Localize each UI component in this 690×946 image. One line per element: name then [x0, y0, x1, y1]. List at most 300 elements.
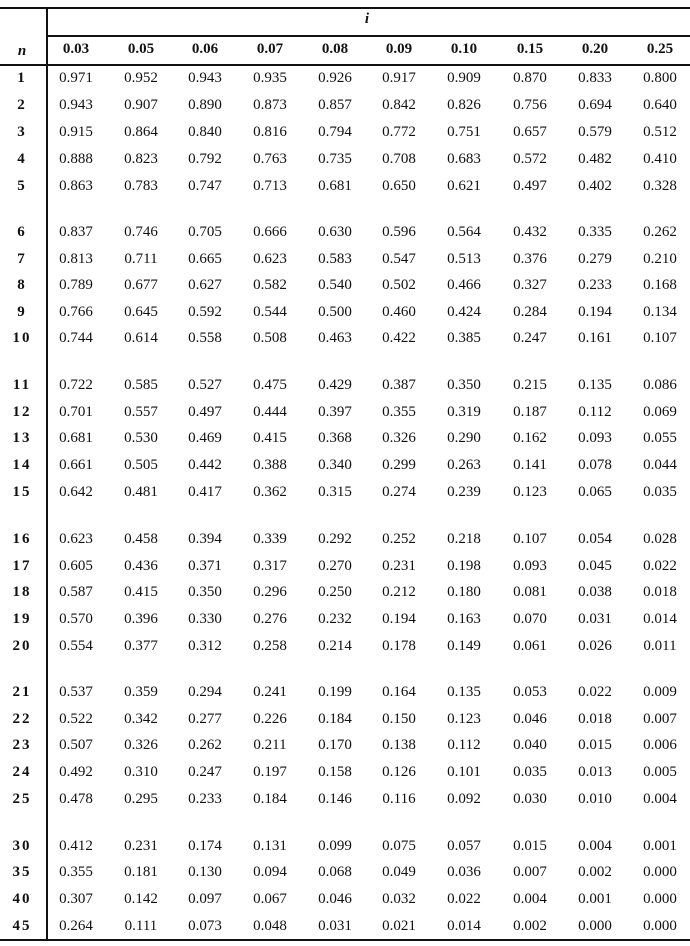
table-cell: 0.116	[382, 791, 416, 807]
table-cell: 0.004	[578, 838, 612, 854]
table-cell: 0.661	[59, 457, 93, 473]
table-cell: 0.800	[643, 70, 677, 86]
table-cell: 0.650	[382, 178, 416, 194]
table-cell: 0.264	[59, 918, 93, 934]
table-cell: 0.284	[513, 304, 547, 320]
table-cell: 0.142	[124, 891, 158, 907]
table-cell: 0.890	[188, 97, 222, 113]
table-cell: 0.035	[643, 484, 677, 500]
table-cell: 0.747	[188, 178, 222, 194]
table-cell: 0.935	[253, 70, 287, 86]
table-cell: 0.429	[318, 377, 352, 393]
table-cell: 0.614	[124, 330, 158, 346]
period-label: 21	[12, 684, 32, 700]
period-label: 3	[17, 124, 27, 140]
table-cell: 0.294	[188, 684, 222, 700]
table-cell: 0.218	[447, 531, 481, 547]
period-label: 45	[12, 918, 32, 934]
table-cell: 0.274	[382, 484, 416, 500]
top-rule	[0, 7, 690, 9]
table-cell: 0.061	[513, 638, 547, 654]
table-cell: 0.134	[643, 304, 677, 320]
table-cell: 0.826	[447, 97, 481, 113]
table-cell: 0.466	[447, 277, 481, 293]
table-cell: 0.138	[382, 737, 416, 753]
period-label: 8	[17, 277, 27, 293]
table-cell: 0.683	[447, 151, 481, 167]
table-cell: 0.864	[124, 124, 158, 140]
table-cell: 0.339	[253, 531, 287, 547]
rate-header-cell: 0.05	[127, 41, 155, 57]
period-label: 1	[17, 70, 27, 86]
table-cell: 0.075	[382, 838, 416, 854]
period-label: 24	[12, 764, 32, 780]
table-cell: 0.482	[578, 151, 612, 167]
table-cell: 0.681	[59, 430, 93, 446]
table-cell: 0.627	[188, 277, 222, 293]
table-cell: 0.412	[59, 838, 93, 854]
table-cell: 0.048	[253, 918, 287, 934]
table-cell: 0.000	[578, 918, 612, 934]
table-cell: 0.558	[188, 330, 222, 346]
table-cell: 0.527	[188, 377, 222, 393]
table-cell: 0.015	[513, 838, 547, 854]
table-cell: 0.097	[188, 891, 222, 907]
table-cell: 0.537	[59, 684, 93, 700]
table-cell: 0.093	[578, 430, 612, 446]
table-cell: 0.481	[124, 484, 158, 500]
table-cell: 0.444	[253, 404, 287, 420]
table-cell: 0.146	[318, 791, 352, 807]
table-cell: 0.873	[253, 97, 287, 113]
period-label: 22	[12, 711, 32, 727]
table-cell: 0.168	[643, 277, 677, 293]
table-cell: 0.402	[578, 178, 612, 194]
period-label: 15	[12, 484, 32, 500]
table-cell: 0.926	[318, 70, 352, 86]
table-cell: 0.665	[188, 251, 222, 267]
table-cell: 0.194	[578, 304, 612, 320]
table-cell: 0.943	[188, 70, 222, 86]
table-cell: 0.049	[382, 864, 416, 880]
period-label: 10	[12, 330, 32, 346]
table-cell: 0.792	[188, 151, 222, 167]
table-cell: 0.045	[578, 558, 612, 574]
table-cell: 0.247	[188, 764, 222, 780]
table-cell: 0.410	[643, 151, 677, 167]
table-cell: 0.492	[59, 764, 93, 780]
table-cell: 0.645	[124, 304, 158, 320]
table-cell: 0.943	[59, 97, 93, 113]
table-cell: 0.295	[124, 791, 158, 807]
table-cell: 0.326	[124, 737, 158, 753]
table-cell: 0.000	[643, 891, 677, 907]
table-cell: 0.014	[447, 918, 481, 934]
table-cell: 0.388	[253, 457, 287, 473]
period-label: 25	[12, 791, 32, 807]
table-cell: 0.756	[513, 97, 547, 113]
table-cell: 0.174	[188, 838, 222, 854]
table-cell: 0.705	[188, 224, 222, 240]
period-label: 20	[12, 638, 32, 654]
table-cell: 0.582	[253, 277, 287, 293]
table-cell: 0.842	[382, 97, 416, 113]
table-cell: 0.863	[59, 178, 93, 194]
table-cell: 0.252	[382, 531, 416, 547]
table-cell: 0.772	[382, 124, 416, 140]
table-cell: 0.763	[253, 151, 287, 167]
table-cell: 0.215	[513, 377, 547, 393]
table-cell: 0.270	[318, 558, 352, 574]
table-cell: 0.044	[643, 457, 677, 473]
table-cell: 0.540	[318, 277, 352, 293]
table-cell: 0.583	[318, 251, 352, 267]
table-cell: 0.014	[643, 611, 677, 627]
table-cell: 0.564	[447, 224, 481, 240]
table-cell: 0.022	[643, 558, 677, 574]
table-cell: 0.031	[318, 918, 352, 934]
table-cell: 0.677	[124, 277, 158, 293]
header-bottom-rule	[0, 64, 690, 66]
period-label: 2	[17, 97, 27, 113]
table-cell: 0.038	[578, 584, 612, 600]
table-cell: 0.508	[253, 330, 287, 346]
table-cell: 0.394	[188, 531, 222, 547]
table-cell: 0.666	[253, 224, 287, 240]
table-cell: 0.315	[318, 484, 352, 500]
table-cell: 0.458	[124, 531, 158, 547]
table-cell: 0.290	[447, 430, 481, 446]
table-cell: 0.231	[382, 558, 416, 574]
table-cell: 0.396	[124, 611, 158, 627]
table-cell: 0.436	[124, 558, 158, 574]
table-cell: 0.081	[513, 584, 547, 600]
table-cell: 0.500	[318, 304, 352, 320]
table-cell: 0.000	[643, 864, 677, 880]
table-cell: 0.837	[59, 224, 93, 240]
table-cell: 0.226	[253, 711, 287, 727]
period-label: 40	[12, 891, 32, 907]
table-cell: 0.327	[513, 277, 547, 293]
period-label: 23	[12, 737, 32, 753]
table-cell: 0.001	[578, 891, 612, 907]
period-label: 7	[17, 251, 27, 267]
table-cell: 0.013	[578, 764, 612, 780]
table-cell: 0.505	[124, 457, 158, 473]
table-cell: 0.018	[643, 584, 677, 600]
period-label: 13	[12, 430, 32, 446]
table-cell: 0.007	[643, 711, 677, 727]
table-cell: 0.046	[318, 891, 352, 907]
table-cell: 0.469	[188, 430, 222, 446]
table-cell: 0.415	[124, 584, 158, 600]
table-cell: 0.701	[59, 404, 93, 420]
table-cell: 0.397	[318, 404, 352, 420]
table-cell: 0.657	[513, 124, 547, 140]
table-cell: 0.310	[124, 764, 158, 780]
table-cell: 0.385	[447, 330, 481, 346]
table-cell: 0.694	[578, 97, 612, 113]
table-cell: 0.592	[188, 304, 222, 320]
table-cell: 0.112	[578, 404, 612, 420]
table-cell: 0.722	[59, 377, 93, 393]
table-cell: 0.502	[382, 277, 416, 293]
table-cell: 0.233	[188, 791, 222, 807]
table-cell: 0.888	[59, 151, 93, 167]
table-cell: 0.250	[318, 584, 352, 600]
table-cell: 0.544	[253, 304, 287, 320]
period-label: 14	[12, 457, 32, 473]
table-cell: 0.497	[188, 404, 222, 420]
table-cell: 0.744	[59, 330, 93, 346]
table-cell: 0.823	[124, 151, 158, 167]
table-cell: 0.018	[578, 711, 612, 727]
table-cell: 0.813	[59, 251, 93, 267]
table-cell: 0.150	[382, 711, 416, 727]
table-cell: 0.630	[318, 224, 352, 240]
period-label: 12	[12, 404, 32, 420]
table-cell: 0.067	[253, 891, 287, 907]
table-cell: 0.554	[59, 638, 93, 654]
table-cell: 0.161	[578, 330, 612, 346]
table-cell: 0.640	[643, 97, 677, 113]
table-cell: 0.789	[59, 277, 93, 293]
table-cell: 0.713	[253, 178, 287, 194]
table-cell: 0.107	[513, 531, 547, 547]
table-cell: 0.053	[513, 684, 547, 700]
table-cell: 0.007	[513, 864, 547, 880]
table-cell: 0.319	[447, 404, 481, 420]
period-label: 30	[12, 838, 32, 854]
table-cell: 0.004	[643, 791, 677, 807]
table-cell: 0.708	[382, 151, 416, 167]
table-cell: 0.005	[643, 764, 677, 780]
table-cell: 0.522	[59, 711, 93, 727]
table-cell: 0.442	[188, 457, 222, 473]
table-cell: 0.915	[59, 124, 93, 140]
table-cell: 0.292	[318, 531, 352, 547]
table-cell: 0.149	[447, 638, 481, 654]
table-cell: 0.086	[643, 377, 677, 393]
table-cell: 0.415	[253, 430, 287, 446]
table-cell: 0.002	[513, 918, 547, 934]
table-cell: 0.277	[188, 711, 222, 727]
table-cell: 0.170	[318, 737, 352, 753]
table-cell: 0.022	[447, 891, 481, 907]
table-cell: 0.507	[59, 737, 93, 753]
table-cell: 0.513	[447, 251, 481, 267]
table-cell: 0.040	[513, 737, 547, 753]
period-label: 35	[12, 864, 32, 880]
table-cell: 0.070	[513, 611, 547, 627]
table-cell: 0.028	[643, 531, 677, 547]
table-cell: 0.068	[318, 864, 352, 880]
table-cell: 0.463	[318, 330, 352, 346]
rate-header-cell: 0.09	[385, 41, 413, 57]
table-cell: 0.530	[124, 430, 158, 446]
period-label: 18	[12, 584, 32, 600]
rate-header-cell: 0.06	[191, 41, 219, 57]
table-cell: 0.258	[253, 638, 287, 654]
table-cell: 0.009	[643, 684, 677, 700]
table-cell: 0.751	[447, 124, 481, 140]
table-cell: 0.054	[578, 531, 612, 547]
table-cell: 0.239	[447, 484, 481, 500]
period-label: 16	[12, 531, 32, 547]
table-cell: 0.002	[578, 864, 612, 880]
table-cell: 0.623	[253, 251, 287, 267]
table-cell: 0.816	[253, 124, 287, 140]
table-cell: 0.073	[188, 918, 222, 934]
table-cell: 0.247	[513, 330, 547, 346]
table-cell: 0.570	[59, 611, 93, 627]
period-label: 19	[12, 611, 32, 627]
table-cell: 0.263	[447, 457, 481, 473]
table-cell: 0.194	[382, 611, 416, 627]
table-cell: 0.840	[188, 124, 222, 140]
table-cell: 0.022	[578, 684, 612, 700]
table-cell: 0.262	[188, 737, 222, 753]
rate-header-cell: 0.15	[516, 41, 544, 57]
table-cell: 0.031	[578, 611, 612, 627]
table-cell: 0.475	[253, 377, 287, 393]
table-cell: 0.371	[188, 558, 222, 574]
table-cell: 0.909	[447, 70, 481, 86]
period-label: 9	[17, 304, 27, 320]
table-cell: 0.262	[643, 224, 677, 240]
rate-header-cell: 0.10	[450, 41, 478, 57]
table-cell: 0.971	[59, 70, 93, 86]
period-label: 5	[17, 178, 27, 194]
table-cell: 0.164	[382, 684, 416, 700]
table-cell: 0.870	[513, 70, 547, 86]
table-cell: 0.078	[578, 457, 612, 473]
rate-header-cell: 0.25	[646, 41, 674, 57]
table-cell: 0.130	[188, 864, 222, 880]
period-label: 11	[12, 377, 32, 393]
table-cell: 0.211	[253, 737, 287, 753]
table-cell: 0.642	[59, 484, 93, 500]
table-cell: 0.158	[318, 764, 352, 780]
table-cell: 0.460	[382, 304, 416, 320]
table-cell: 0.794	[318, 124, 352, 140]
table-cell: 0.092	[447, 791, 481, 807]
periods-header: n	[17, 43, 27, 59]
rate-header-cell: 0.03	[62, 41, 90, 57]
table-cell: 0.187	[513, 404, 547, 420]
table-cell: 0.131	[253, 838, 287, 854]
table-cell: 0.107	[643, 330, 677, 346]
table-cell: 0.917	[382, 70, 416, 86]
table-cell: 0.180	[447, 584, 481, 600]
table-cell: 0.377	[124, 638, 158, 654]
table-cell: 0.099	[318, 838, 352, 854]
table-cell: 0.035	[513, 764, 547, 780]
table-cell: 0.342	[124, 711, 158, 727]
table-cell: 0.557	[124, 404, 158, 420]
table-cell: 0.135	[447, 684, 481, 700]
table-cell: 0.232	[318, 611, 352, 627]
table-cell: 0.184	[318, 711, 352, 727]
table-cell: 0.231	[124, 838, 158, 854]
table-cell: 0.330	[188, 611, 222, 627]
table-cell: 0.317	[253, 558, 287, 574]
interest-rate-header: i	[364, 11, 370, 27]
table-cell: 0.181	[124, 864, 158, 880]
table-cell: 0.000	[643, 918, 677, 934]
table-cell: 0.032	[382, 891, 416, 907]
table-cell: 0.359	[124, 684, 158, 700]
period-label: 4	[17, 151, 27, 167]
table-cell: 0.572	[513, 151, 547, 167]
table-cell: 0.241	[253, 684, 287, 700]
table-cell: 0.350	[447, 377, 481, 393]
table-cell: 0.198	[447, 558, 481, 574]
table-cell: 0.178	[382, 638, 416, 654]
table-cell: 0.579	[578, 124, 612, 140]
table-cell: 0.111	[124, 918, 158, 934]
table-cell: 0.299	[382, 457, 416, 473]
table-cell: 0.276	[253, 611, 287, 627]
table-cell: 0.623	[59, 531, 93, 547]
table-cell: 0.015	[578, 737, 612, 753]
table-cell: 0.368	[318, 430, 352, 446]
table-cell: 0.162	[513, 430, 547, 446]
table-cell: 0.101	[447, 764, 481, 780]
table-cell: 0.621	[447, 178, 481, 194]
table-cell: 0.296	[253, 584, 287, 600]
table-cell: 0.233	[578, 277, 612, 293]
table-cell: 0.030	[513, 791, 547, 807]
table-cell: 0.833	[578, 70, 612, 86]
rate-header-rule	[47, 35, 690, 37]
table-cell: 0.432	[513, 224, 547, 240]
table-cell: 0.214	[318, 638, 352, 654]
table-cell: 0.376	[513, 251, 547, 267]
table-cell: 0.417	[188, 484, 222, 500]
table-cell: 0.355	[382, 404, 416, 420]
table-cell: 0.184	[253, 791, 287, 807]
period-label: 6	[17, 224, 27, 240]
table-cell: 0.135	[578, 377, 612, 393]
table-cell: 0.307	[59, 891, 93, 907]
table-cell: 0.711	[124, 251, 158, 267]
table-cell: 0.163	[447, 611, 481, 627]
table-cell: 0.387	[382, 377, 416, 393]
bottom-rule	[0, 939, 690, 941]
table-cell: 0.326	[382, 430, 416, 446]
table-cell: 0.585	[124, 377, 158, 393]
table-cell: 0.312	[188, 638, 222, 654]
table-cell: 0.057	[447, 838, 481, 854]
table-cell: 0.335	[578, 224, 612, 240]
table-cell: 0.355	[59, 864, 93, 880]
table-cell: 0.681	[318, 178, 352, 194]
table-cell: 0.199	[318, 684, 352, 700]
table-cell: 0.001	[643, 838, 677, 854]
table-cell: 0.123	[513, 484, 547, 500]
table-cell: 0.605	[59, 558, 93, 574]
table-cell: 0.126	[382, 764, 416, 780]
period-label: 17	[12, 558, 32, 574]
table-cell: 0.055	[643, 430, 677, 446]
rate-header-cell: 0.20	[581, 41, 609, 57]
table-cell: 0.036	[447, 864, 481, 880]
table-cell: 0.735	[318, 151, 352, 167]
table-cell: 0.197	[253, 764, 287, 780]
table-cell: 0.422	[382, 330, 416, 346]
table-cell: 0.046	[513, 711, 547, 727]
